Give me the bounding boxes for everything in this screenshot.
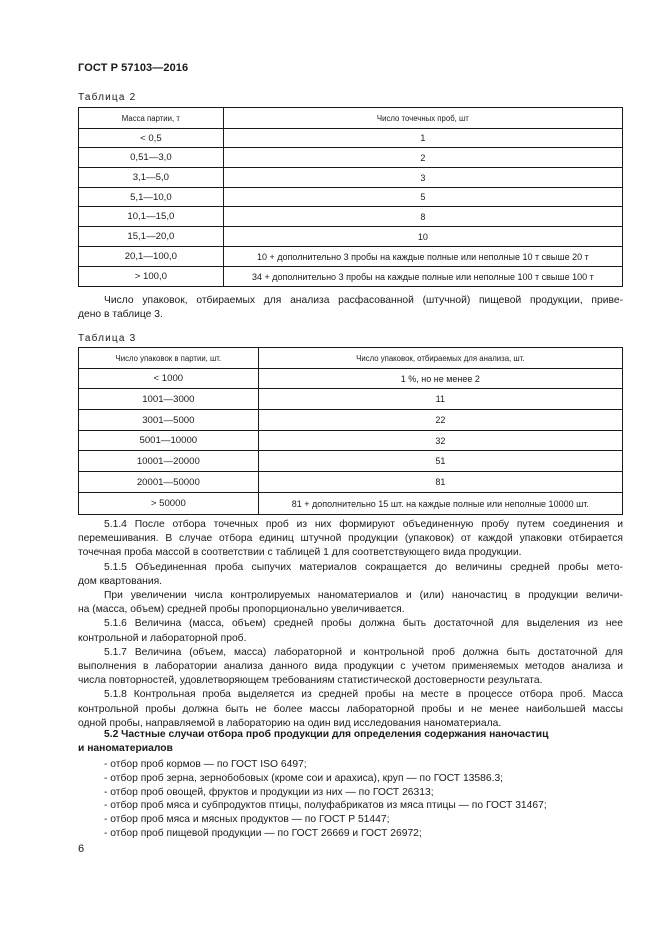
table-cell: 20001—50000	[79, 472, 259, 493]
table-row	[79, 493, 623, 515]
table-cell: 5001—10000	[79, 431, 259, 451]
table-cell: 10,1—15,0	[79, 207, 224, 227]
list-item: - отбор проб кормов — по ГОСТ ISO 6497;	[104, 759, 307, 770]
table-cell: 81 + дополнительно 15 шт. на каждые полные или неполные 10000 шт.	[258, 493, 622, 515]
table-cell: 10001—20000	[79, 451, 259, 472]
table-cell: 51	[258, 451, 622, 472]
list-item: - отбор проб мяса и субпродуктов птицы, полуфабрикатов из мяса птицы — по ГОСТ 31467;	[104, 800, 547, 812]
table-cell: > 50000	[79, 493, 259, 515]
list-item: - отбор проб пищевой продукции — по ГОСТ 26669 и ГОСТ 26972;	[104, 827, 422, 839]
table3-caption: Таблица 3	[78, 333, 137, 344]
table-row	[79, 168, 623, 188]
paragraph-5-1-5: 5.1.5 Объединенная проба сыпучих материалов сокращается до величины средней пробы мето-	[104, 561, 623, 573]
table-cell: 5,1—10,0	[79, 188, 224, 207]
table-row	[79, 472, 623, 493]
table-cell: 22	[258, 410, 622, 431]
table-row	[79, 148, 623, 168]
table2	[78, 107, 623, 287]
table-cell: 3,1—5,0	[79, 168, 224, 188]
table-cell: 20,1—100,0	[79, 247, 224, 267]
table-row	[79, 451, 623, 472]
table2-col-header: Число точечных проб, шт	[223, 108, 622, 129]
table-cell: 3001—5000	[79, 410, 259, 431]
table-row	[79, 389, 623, 410]
table-cell: 1 %, но не менее 2	[258, 369, 622, 389]
table-row	[79, 188, 623, 207]
table-row	[79, 227, 623, 247]
list-item: - отбор проб мяса и мясных продуктов — по ГОСТ Р 51447;	[104, 814, 390, 826]
table-cell: > 100,0	[79, 267, 224, 287]
table3-header-row	[79, 348, 623, 369]
table3-intro-paragraph: Число упаковок, отбираемых для анализа расфасованной (штучной) пищевой продукции, приве- дено в таблице 3.	[78, 295, 623, 321]
section-5-2-heading: 5.2 Частные случаи отбора проб продукции для определения содержания наночастиц и наноматериалов	[78, 729, 549, 755]
paragraph-5-1-5-b: При увеличении числа контролируемых наноматериалов и (или) наночастиц в продукции величи-	[104, 590, 623, 602]
table3-col-header: Число упаковок, отбираемых для анализа, шт.	[258, 348, 622, 369]
table2-col-header: Масса партии, т	[79, 108, 224, 129]
table-cell: 10	[223, 227, 622, 247]
body-text: 5.1.4 После отбора точечных проб из них формируют объединенную пробу путем соединения и перемешивания. В случае отбора единиц штучной продукции (упаковок) от каждой упаковки отбирается точечная проба массой в соответствии с таблицей 1 для соответствующего вида продукции. 5.1.5 Объединенная проба сыпучих материалов сокращается до величины средней пробы мето- дом квартования. При увеличении числа контролируемых наноматериалов и (или) наночастиц в продукции величи- на (масса, объем) средней пробы пропорционально увеличивается. 5.1.6 Величина (масса, объем) средней пробы должна быть достаточной для выделения из нее контрольной и лабораторной проб. 5.1.7 Величина (объем, масса) лабораторной и контрольной проб должна быть достаточной для выполнения в лаборатории анализа данного вида продукции с учетом применяемых методов анализа и числа повторностей, удовлетворяющем требованиям статистической достоверности результата. 5.1.8 Контрольная проба выделяется из средней пробы на месте в процессе отбора проб. Масса контрольной пробы должна быть не более массы лабораторной пробы и не менее наибольшей массы одной пробы, направляемой в лабораторию на один вид исследования наноматериала.	[78, 519, 623, 729]
table-cell: 1	[223, 129, 622, 148]
table-cell: 0,51—3,0	[79, 148, 224, 168]
table-row	[79, 369, 623, 389]
table-row	[79, 267, 623, 287]
section-5-2-list	[78, 758, 547, 841]
table-cell: 2	[223, 148, 622, 168]
list-item: - отбор проб зерна, зернобобовых (кроме сои и арахиса), круп — по ГОСТ 13586.3;	[104, 772, 504, 784]
document-header: ГОСТ Р 57103—2016	[78, 62, 189, 74]
paragraph-5-1-7: 5.1.7 Величина (объем, масса) лабораторной и контрольной проб должна быть достаточной для	[104, 646, 623, 658]
table3-col-header: Число упаковок в партии, шт.	[79, 348, 259, 369]
table-row	[79, 410, 623, 431]
table-row	[79, 247, 623, 267]
table2-caption: Таблица 2	[78, 92, 137, 103]
table-cell: 15,1—20,0	[79, 227, 224, 247]
table-cell: 1001—3000	[79, 389, 259, 410]
page-number: 6	[78, 843, 85, 855]
table-cell: 32	[258, 431, 622, 451]
table3	[78, 347, 623, 515]
table-cell: 3	[223, 168, 622, 188]
table-cell: 11	[258, 389, 622, 410]
table-cell: < 0,5	[79, 129, 224, 148]
table-cell: 10 + дополнительно 3 пробы на каждые полные или неполные 10 т свыше 20 т	[223, 247, 622, 267]
paragraph-5-1-4: 5.1.4 После отбора точечных проб из них формируют объединенную пробу путем соединения и	[104, 519, 623, 530]
table-row	[79, 431, 623, 451]
paragraph-5-1-6: 5.1.6 Величина (масса, объем) средней пробы должна быть достаточной для выделения из нее	[104, 618, 623, 630]
table-cell: 5	[223, 188, 622, 207]
paragraph-5-1-8: 5.1.8 Контрольная проба выделяется из средней пробы на месте в процессе отбора проб. Масса	[104, 689, 623, 701]
table-row	[79, 129, 623, 148]
table2-header-row	[79, 108, 623, 129]
table-cell: 34 + дополнительно 3 пробы на каждые полные или неполные 100 т свыше 100 т	[223, 267, 622, 287]
table-cell: 81	[258, 472, 622, 493]
table-row	[79, 207, 623, 227]
table-cell: 8	[223, 207, 622, 227]
table-cell: < 1000	[79, 369, 259, 389]
list-item: - отбор проб овощей, фруктов и продукции из них — по ГОСТ 26313;	[104, 786, 434, 798]
